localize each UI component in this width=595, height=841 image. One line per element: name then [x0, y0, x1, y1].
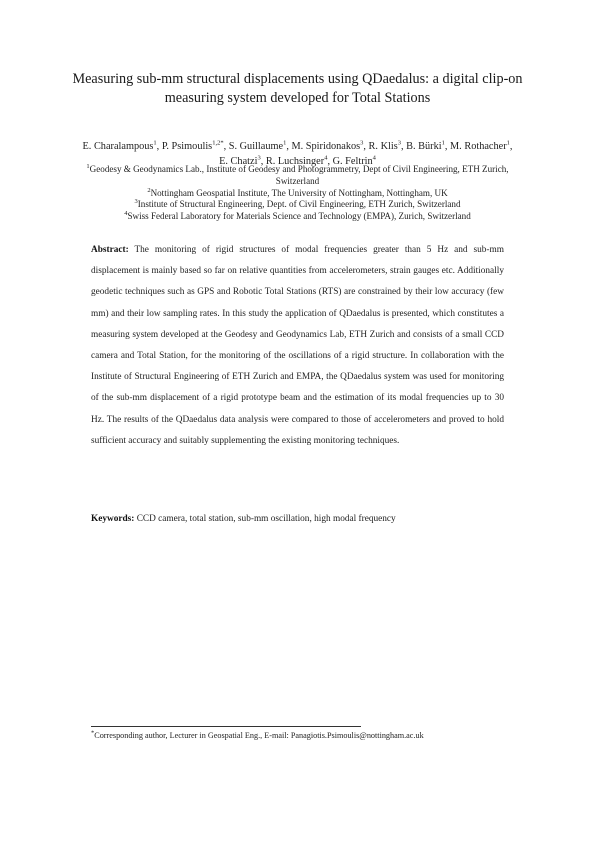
author: P. Psimoulis$^{1,2*}$ [161, 139, 224, 152]
footnote-divider [91, 726, 361, 727]
footnote: *Corresponding author, Lecturer in Geospatial Eng., E-mail: Panagiotis.Psimoulis@nottingham.ac.uk [91, 729, 424, 740]
affiliation: $^4$Swiss Federal Laboratory for Materials Science and Technology (EMPA), Zurich, Switzerland [124, 210, 471, 222]
affiliation-list [70, 164, 525, 223]
keywords [91, 512, 504, 526]
author: S. Guillaume$^1$ [228, 139, 287, 152]
abstract-text: The monitoring of rigid structures of modal frequencies greater than 5 Hz and sub-mm displacement is mainly based so far on relative quantities from accelerometers, strain gauges etc. Additionally geodetic techniques such as GPS and Robotic Total Stations (RTS) are constrained by their low accuracy (few mm) and their low sampling rates. In this study the application of QDaedalus is presented, which constitutes a measuring system developed at the Geodesy and Geodynamics Lab, ETH Zurich and consists of a small CCD camera and Total Station, for the monitoring of the oscillations of a rigid structure. In collaboration with the Institute of Structural Engineering of ETH Zurich and EMPA, the QDaedalus system was used for monitoring of the sub-mm displacement of a rigid prototype beam and the estimation of its modal frequencies up to 30 Hz. The results of the QDaedalus data analysis were compared to those of accelerometers and proved to hold sufficient accuracy and suitably supplementing the existing monitoring techniques. [91, 245, 504, 446]
affiliation: $^3$Institute of Structural Engineering, Dept. of Civil Engineering, ETH Zurich, Switzerland [134, 198, 461, 210]
author: B. Bürki$^1$ [406, 139, 445, 152]
author: R. Klis$^3$ [368, 139, 401, 152]
author-list: E. Charalampous$^1$, P. Psimoulis$^{1,2*}$, S. Guillaume$^1$, M. Spiridonakos$^3$, R. Klis$^3$, B. Bürki$^1$, M. Rothacher$^1$, E. Chatzi$^3$, R. Luchsinger$^4$, G. Feltrin$^4$ [82, 139, 513, 167]
author: M. Spiridonakos$^3$ [291, 139, 364, 152]
abstract [91, 240, 504, 452]
author: R. Luchsinger$^4$ [265, 154, 328, 167]
author: E. Chatzi$^3$ [219, 154, 261, 167]
affiliation: $^2$Nottingham Geospatial Institute, The University of Nottingham, Nottingham, UK [147, 186, 448, 198]
affiliation: $^1$Geodesy & Geodynamics Lab., Institute of Geodesy and Photogrammetry, Dept of Civil Engineering, ETH Zurich, Switzerland [86, 162, 509, 186]
keywords-label: Keywords: [91, 514, 135, 524]
keywords-text: CCD camera, total station, sub-mm oscillation, high modal frequency [136, 514, 396, 524]
paper-title: Measuring sub-mm structural displacements using QDaedalus: a digital clip-on measuring system developed for Total Stations [72, 71, 523, 106]
author: G. Feltrin$^4$ [332, 154, 376, 167]
author: E. Charalampous$^1$ [82, 139, 157, 152]
author: M. Rothacher$^1$ [450, 139, 510, 152]
abstract-label: Abstract: [91, 245, 129, 255]
